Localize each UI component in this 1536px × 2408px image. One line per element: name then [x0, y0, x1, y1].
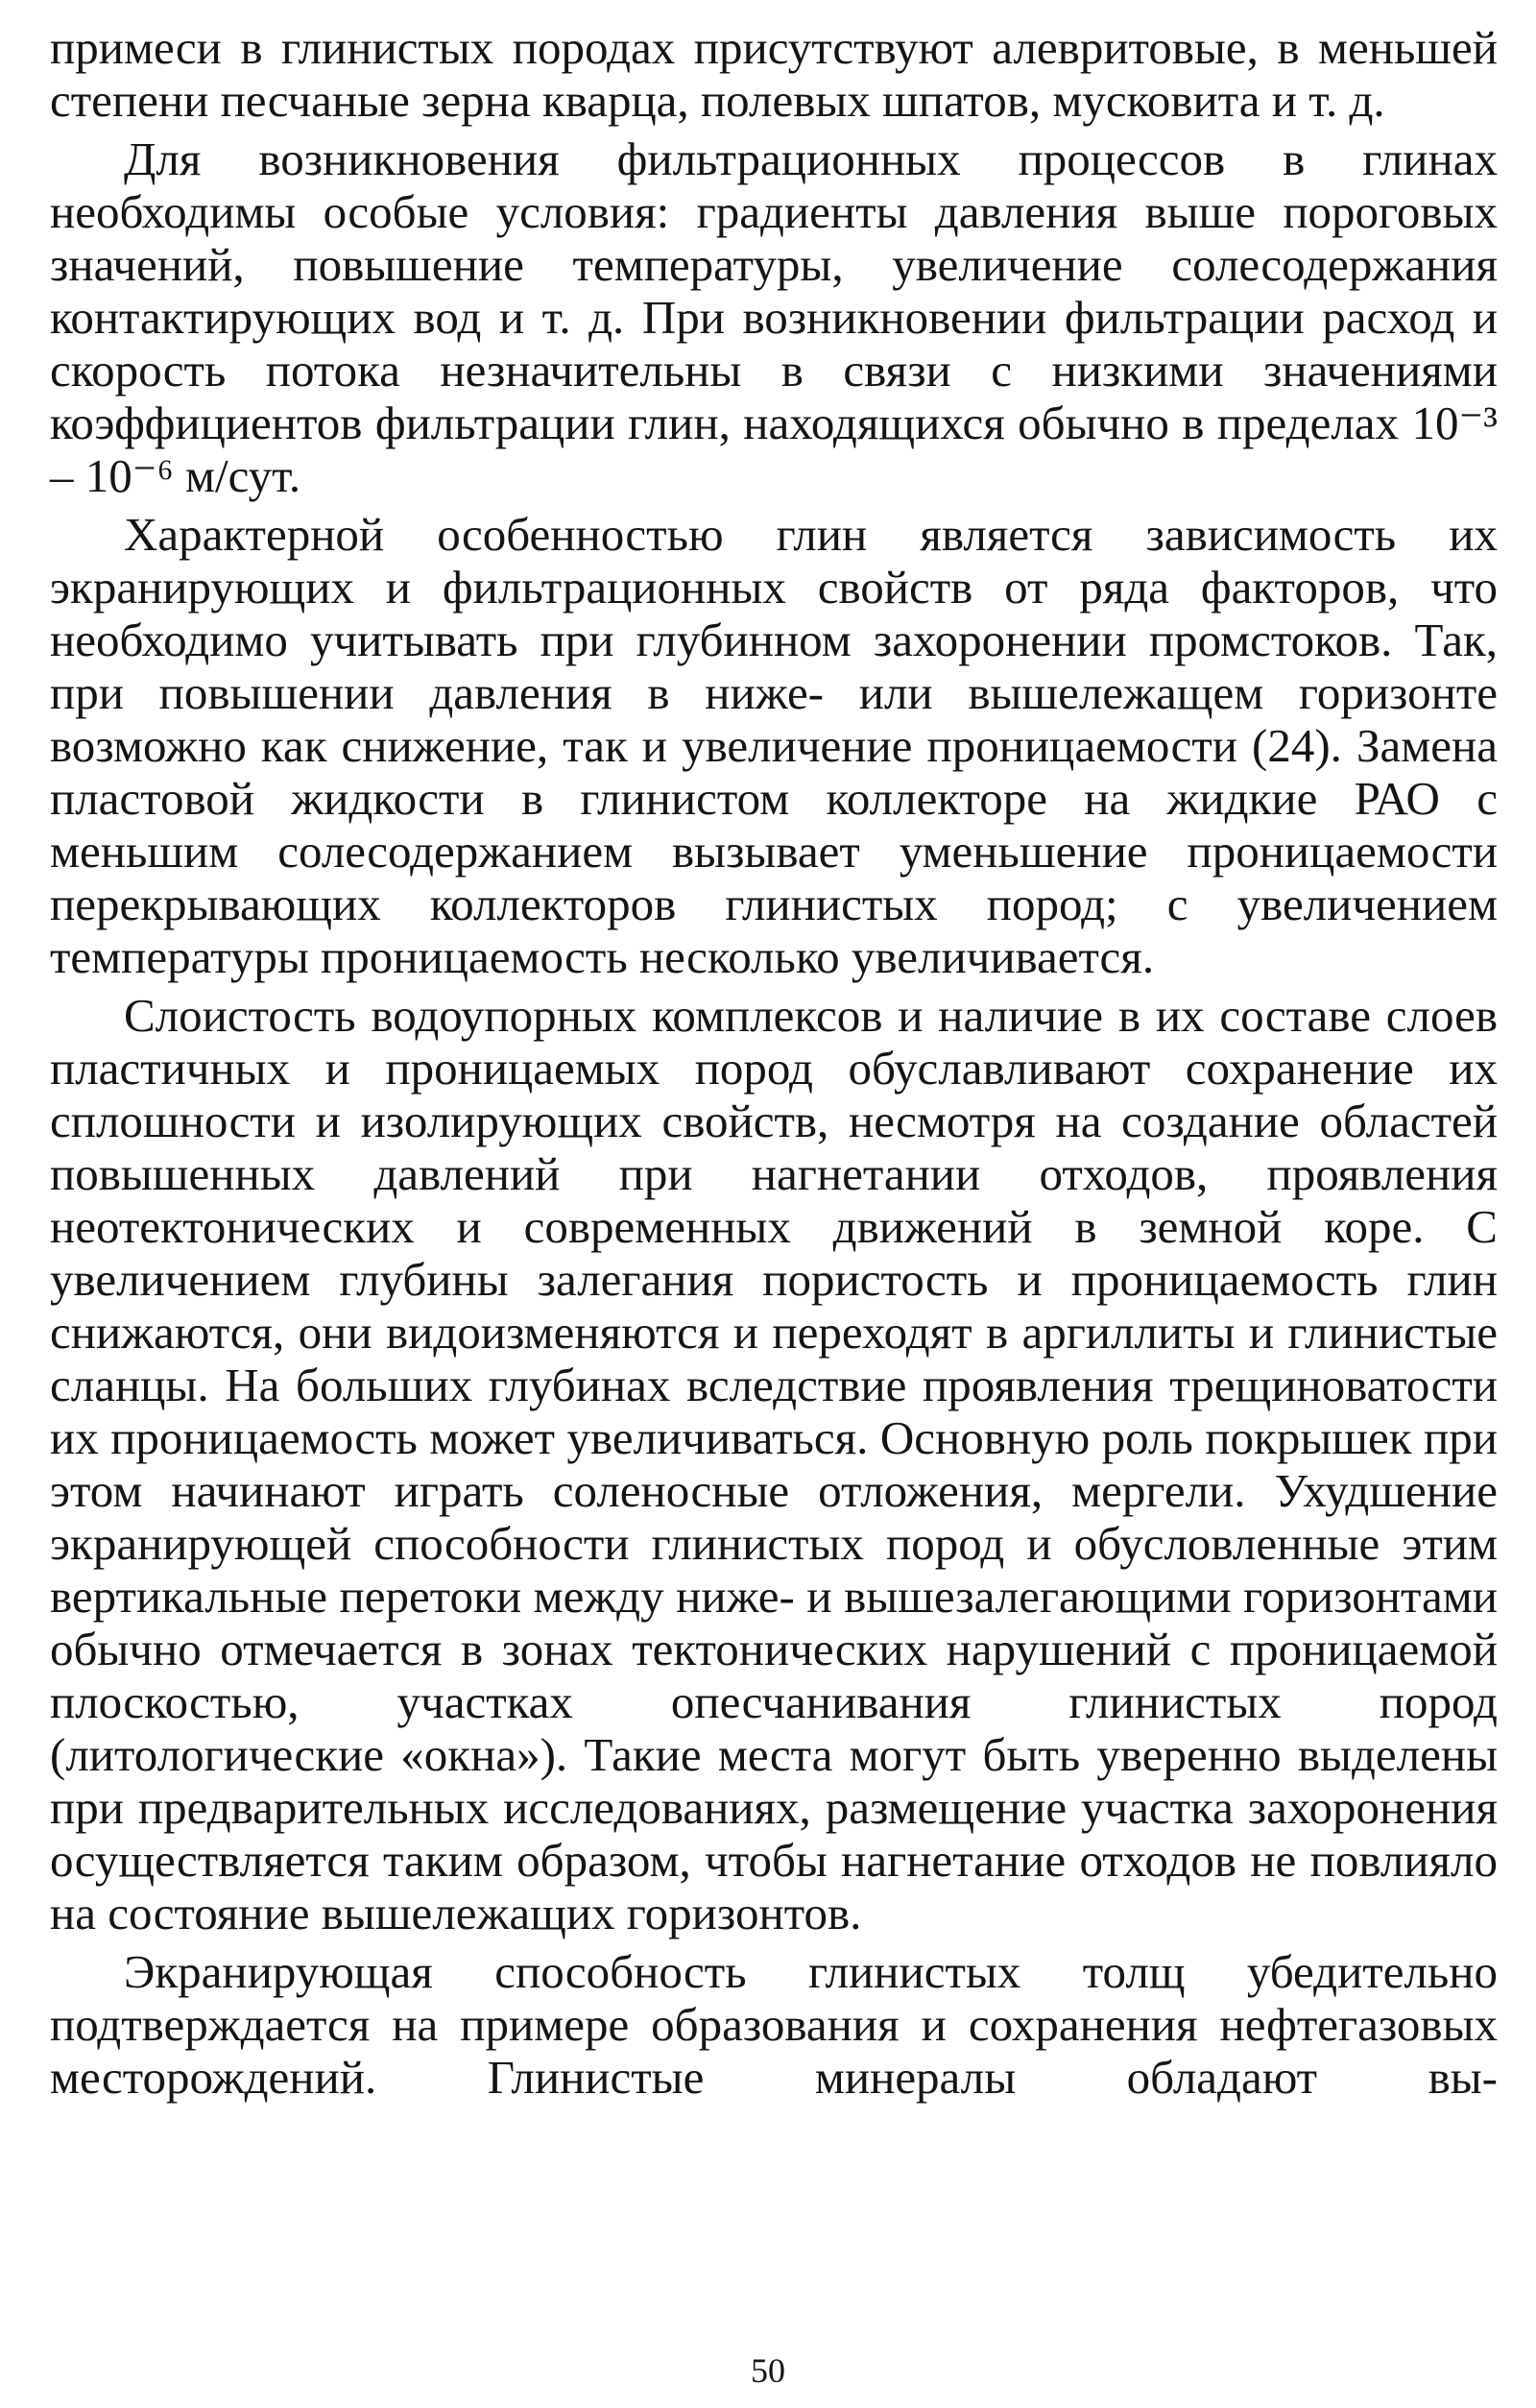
paragraph-screening-ability: Экранирующая способность глинистых толщ убедительно подтверждается на примере образования и сохранения нефтегазовых месторождений. Глинистые минералы обладают вы- [50, 1945, 1498, 2104]
book-page [50, 21, 1498, 2364]
paragraph-continuation: примеси в глинистых породах присутствуют алевритовые, в меньшей степени песчаные зерна кварца, полевых шпатов, мусковита и т. д. [50, 21, 1498, 127]
paragraph-filtration-conditions: Для возникновения фильтрационных процессов в глинах необходимы особые условия: градиенты давления выше пороговых значений, повышение температуры, увеличение солесодержания контактирующих вод и т. д. При возникновении фильтрации расход и скорость потока незначительны в связи с низкими значениями коэффициентов фильтрации глин, находящихся обычно в пределах 10⁻³ – 10⁻⁶ м/сут. [50, 132, 1498, 502]
page-number: 50 [751, 2351, 785, 2390]
paragraph-clay-properties: Характерной особенностью глин является зависимость их экранирующих и фильтрационных свойств от ряда факторов, что необходимо учитывать при глубинном захоронении промстоков. Так, при повышении давления в ниже- или вышележащем горизонте возможно как снижение, так и увеличение проницаемости (24). Замена пластовой жидкости в глинистом коллекторе на жидкие РАО с меньшим солесодержанием вызывает уменьшение проницаемости перекрывающих коллекторов глинистых пород; с увеличением температуры проницаемость несколько увеличивается. [50, 508, 1498, 983]
paragraph-layering: Слоистость водоупорных комплексов и наличие в их составе слоев пластичных и проницаемых пород обуславливают сохранение их сплошности и изолирующих свойств, несмотря на создание областей повышенных давлений при нагнетании отходов, проявления неотектонических и современных движений в земной коре. С увеличением глубины залегания пористость и проницаемость глин снижаются, они видоизменяются и переходят в аргиллиты и глинистые сланцы. На больших глубинах вследствие проявления трещиноватости их проницаемость может увеличиваться. Основную роль покрышек при этом начинают играть соленосные отложения, мергели. Ухудшение экранирующей способности глинистых пород и обусловленные этим вертикальные перетоки между ниже- и вышезалегающими горизонтами обычно отмечается в зонах тектонических нарушений с проницаемой плоскостью, участках опесчанивания глинистых пород (литологические «окна»). Такие места могут быть уверенно выделены при предварительных исследованиях, размещение участка захоронения осуществляется таким образом, чтобы нагнетание отходов не повлияло на состояние вышележащих горизонтов. [50, 989, 1498, 1939]
